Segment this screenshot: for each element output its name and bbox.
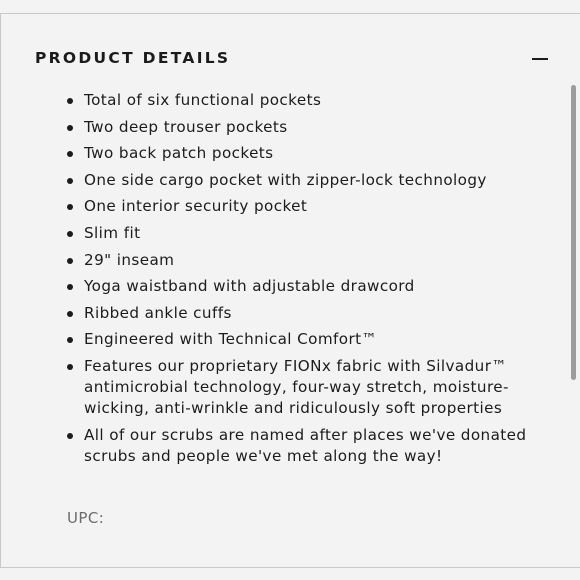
list-item: Slim fit [67,223,529,244]
list-item: Ribbed ankle cuffs [67,303,529,324]
upc-label: UPC: [67,509,105,527]
list-item: Total of six functional pockets [67,90,529,111]
product-details-list [67,90,529,472]
product-details-header[interactable] [35,49,548,71]
scrollbar-thumb[interactable] [571,85,576,380]
list-item: Engineered with Technical Comfort™ [67,329,529,350]
list-item: All of our scrubs are named after places we've donated scrubs and people we've met along the way! [67,425,529,467]
list-item: Two back patch pockets [67,143,529,164]
list-item: Two deep trouser pockets [67,117,529,138]
list-item: One side cargo pocket with zipper-lock technology [67,170,529,191]
list-item: 29" inseam [67,250,529,271]
list-item: Yoga waistband with adjustable drawcord [67,276,529,297]
section-title: PRODUCT DETAILS [35,49,231,67]
list-item: One interior security pocket [67,196,529,217]
minus-icon[interactable] [532,58,548,60]
section-divider [0,567,580,568]
list-item: Features our proprietary FIONx fabric with Silvadur™ antimicrobial technology, four-way stretch, moisture-wicking, anti-wrinkle and ridiculously soft properties [67,356,529,419]
